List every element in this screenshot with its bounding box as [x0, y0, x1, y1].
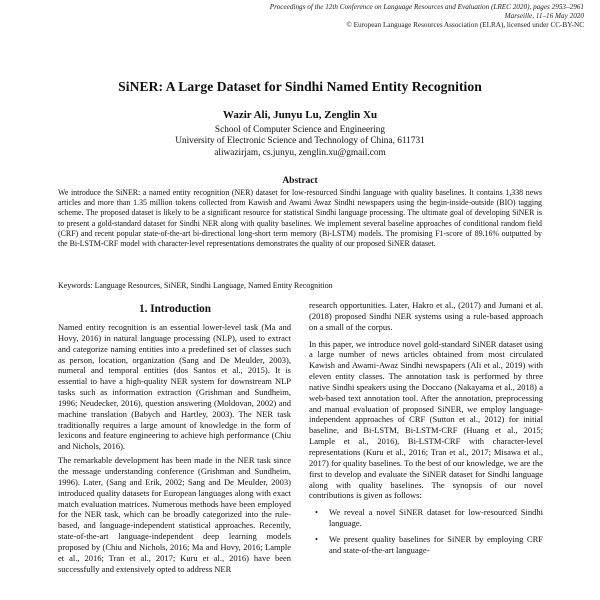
bullet-icon: • — [315, 507, 318, 518]
bullet-icon: • — [315, 533, 318, 544]
list-item-text: We reveal a novel SiNER dataset for low-resourced Sindhi language. — [329, 507, 543, 529]
abstract-text: We introduce the SiNER: a named entity recognition (NER) dataset for low-resourced Sindhi language with quality baselines. It contains 1,338 news articles and more than 1.35 million tokens collected from Kawish and Awami Awaz Sindhi newspapers using the begin-inside-outside (BIO) tagging scheme. The proposed dataset is likely to be a significant resource for statistical Sindhi language processing. The ultimate goal of developing SiNER is to present a gold-standard dataset for Sindhi NER along with quality baselines. We implement several baseline approaches of conditional random field (CRF) and recent popular state-of-the-art bi-directional long-short term memory (Bi-LSTM) models. The promising F1-score of 89.16% outputted by the Bi-LSTM-CRF model with character-level representations demonstrates the quality of our proposed SiNER dataset. — [58, 188, 542, 249]
venue-date-line: Marseille, 11–16 May 2020 — [504, 12, 584, 20]
list-item-text: We present quality baselines for SiNER by employing CRF and state-of-the-art language- — [329, 533, 543, 555]
proceedings-header — [254, 3, 584, 30]
section-heading-introduction: 1. Introduction — [139, 303, 211, 315]
paper-title: SiNER: A Large Dataset for Sindhi Named Entity Recognition — [118, 79, 482, 94]
right-column — [309, 300, 543, 561]
intro-paragraph: research opportunities. Later, Hakro et al., (2017) and Jumani et al. (2018) proposed Sindhi NER systems using a rule-based approach on a small of the corpus. — [309, 300, 543, 332]
list-item — [309, 507, 543, 529]
intro-paragraph: In this paper, we introduce novel gold-standard SiNER dataset using a large number of news articles obtained from most circulated Kawish and Awami-Awaz Sindhi newspapers (Ali et al., 2019) with eleven entity classes. The annotation task is performed by three native Sindhi speakers using the Doccano (Nakayama et al., 2018) a web-based text annotation tool. After the annotation, preprocessing and manual evaluation of proposed SiNER, we employ language-independent approaches of CRF (Sutton et al., 2012) for initial baseline, and Bi-LSTM, Bi-LSTM-CRF (Huang et al., 2015; Lample et al., 2016), Bi-LSTM-CRF with character-level representations (Kuru et al., 2016; Tran et al., 2017; Misawa et al., 2017) for quality baselines. To the best of our knowledge, we are the first to develop and evaluate the SiNER dataset for Sindhi language along with quality baselines. The synopsis of our novel contributions is given as follows: — [309, 338, 543, 501]
intro-paragraph: Named entity recognition is an essential lower-level task (Ma and Hovy, 2016) in natural language processing (NLP), used to extract and categorize naming entities into a predefined set of classes such as person, location, organization (Sang and De Meulder, 2003), numeral and temporal entities (dos Santos et al., 2015). It is essential to have a high-quality NER system for downstream NLP tasks such as information extraction (Grishman and Sundheim, 1996; Neudecker, 2016), question answering (Moldovan, 2002) and machine translation (Babych and Hartley, 2003). The NER task traditionally requires a large amount of knowledge in the form of lexicons and feature engineering to achieve high performance (Chiu and Nichols, 2016). — [58, 322, 291, 452]
license-line: © European Language Resources Association (ELRA), licensed under CC-BY-NC — [346, 21, 584, 29]
author-emails: aliwazirjam, cs.junyu, zenglin.xu@gmail.com — [214, 147, 386, 158]
affiliation-school: School of Computer Science and Engineering — [214, 125, 386, 135]
contribution-list — [309, 507, 543, 555]
left-column — [58, 322, 291, 577]
intro-paragraph: The remarkable development has been made in the NER task since the message understanding conference (Grishman and Sundheim, 1996). Later, (Sang and Erik, 2002; Sang and De Meulder, 2003) introduced quality datasets for European languages along with exact match evaluation matrices. Numerous methods have been employed for the NER task, which can be broadly categorized into the rule-based, and language-independent statistical approaches. Recently, state-of-the-art language-independent deep learning models proposed by (Chiu and Nichols, 2016; Ma and Hovy, 2016; Lample et al., 2016; Tran et al., 2017; Kuru et al., 2016) have been successfully and extensively opted to address NER — [58, 455, 291, 574]
affiliation-university: University of Electronic Science and Technology of China, 611731 — [175, 136, 425, 147]
abstract-heading: Abstract — [282, 176, 318, 186]
proceedings-line: Proceedings of the 12th Conference on Language Resources and Evaluation (LREC 2020), pages 2953–2961 — [269, 3, 584, 11]
keywords-line: Keywords: Language Resources, SiNER, Sindhi Language, Named Entity Recognition — [58, 281, 333, 290]
list-item — [309, 534, 543, 556]
affiliation-block — [0, 125, 600, 159]
author-list: Wazir Ali, Junyu Lu, Zenglin Xu — [222, 109, 378, 121]
